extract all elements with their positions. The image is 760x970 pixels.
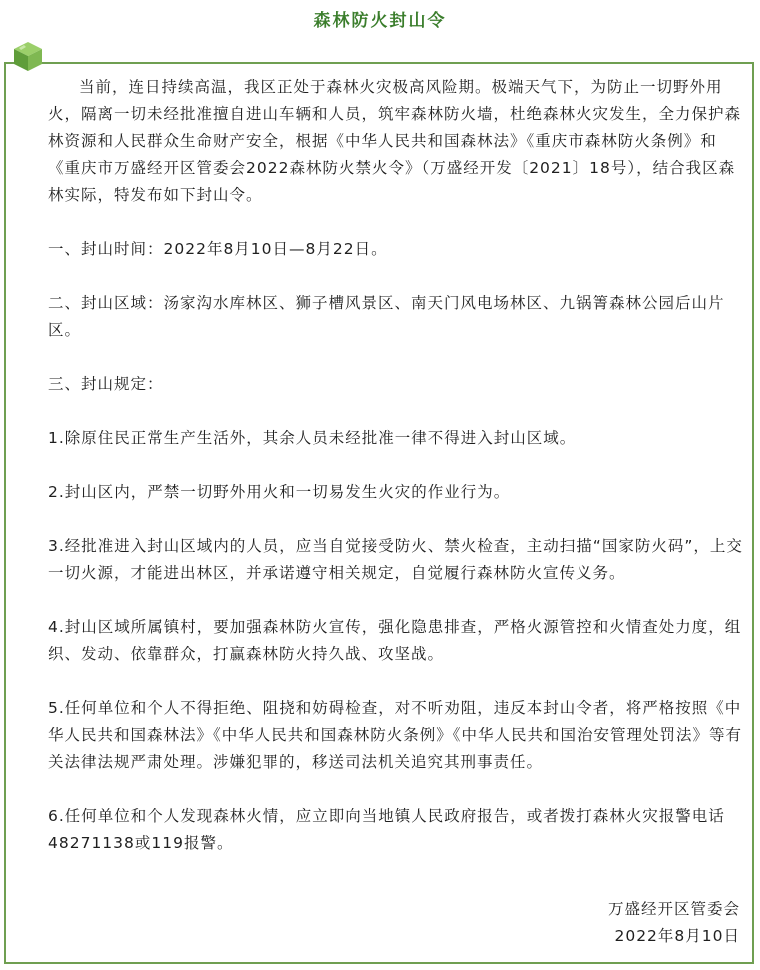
issue-date: 2022年8月10日 [614, 927, 740, 945]
section-area: 二、封山区域：汤家沟水库林区、狮子槽风景区、南天门风电场林区、九锅箐森林公园后山片区。 [48, 294, 725, 339]
section-time: 一、封山时间：2022年8月10日—8月22日。 [48, 240, 388, 258]
green-cube-icon [10, 38, 46, 74]
section-rules-heading: 三、封山规定： [48, 375, 164, 393]
intro-paragraph: 当前，连日持续高温，我区正处于森林火灾极高风险期。极端天气下，为防止一切野外用火，隔离一切未经批准擅自进山车辆和人员，筑牢森林防火墙，杜绝森林火灾发生，全力保护森林资源和人民群众生命财产安全，根据《中华人民共和国森林法》《重庆市森林防火条例》和《重庆市万盛经开区管委会2022森林防火禁火令》（万盛经开发〔2021〕18号），结合我区森林实际，特发布如下封山令。 [48, 78, 742, 204]
rule-item: 3.经批准进入封山区域内的人员，应当自觉接受防火、禁火检查，主动扫描“国家防火码”，上交一切火源，才能进出林区，并承诺遵守相关规定，自觉履行森林防火宣传义务。 [48, 537, 743, 582]
signature-block [608, 896, 740, 950]
notice-body [48, 74, 744, 884]
rule-item: 4.封山区域所属镇村，要加强森林防火宣传，强化隐患排查，严格火源管控和火情查处力度，组织、发动、依靠群众，打赢森林防火持久战、攻坚战。 [48, 618, 742, 663]
page-title: 森林防火封山令 [313, 11, 447, 31]
rule-item: 5.任何单位和个人不得拒绝、阻挠和妨碍检查，对不听劝阻，违反本封山令者，将严格按照《中华人民共和国森林法》《中华人民共和国森林防火条例》《中华人民共和国治安管理处罚法》等有关法律法规严肃处理。涉嫌犯罪的，移送司法机关追究其刑事责任。 [48, 699, 743, 771]
rule-item: 6.任何单位和个人发现森林火情，应立即向当地镇人民政府报告，或者拨打森林火灾报警电话48271138或119报警。 [48, 807, 725, 852]
rule-item: 1.除原住民正常生产生活外，其余人员未经批准一律不得进入封山区域。 [48, 429, 577, 447]
rule-item: 2.封山区内，严禁一切野外用火和一切易发生火灾的作业行为。 [48, 483, 511, 501]
issuer: 万盛经开区管委会 [607, 900, 740, 918]
